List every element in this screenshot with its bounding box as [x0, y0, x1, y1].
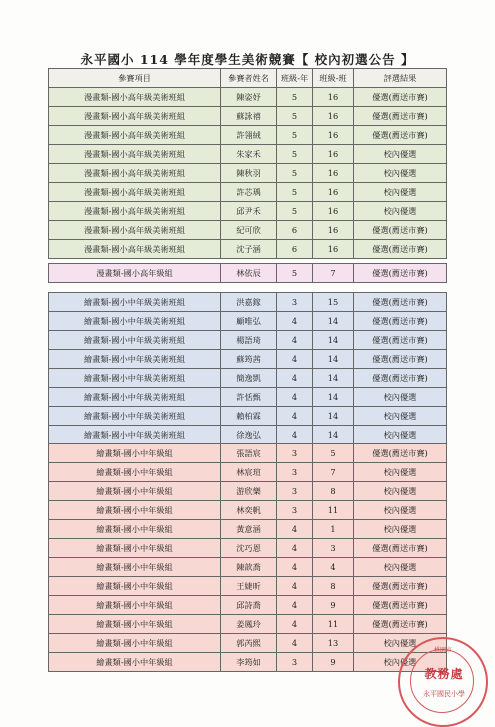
cell-class: 8: [313, 482, 354, 501]
cell-result: 優選(薦送市賽): [354, 240, 447, 259]
header-class: 班級-班: [313, 69, 354, 88]
cell-result: 校內優選: [354, 164, 447, 183]
cell-item: 繪畫類-國小中年級美術班組: [49, 293, 221, 312]
table-row: [49, 388, 447, 407]
cell-result: 校內優選: [354, 634, 447, 653]
cell-class: 16: [313, 107, 354, 126]
cell-item: 漫畫類-國小高年級美術班組: [49, 240, 221, 259]
cell-grade: 6: [277, 240, 313, 259]
cell-result: 優選(薦送市賽): [354, 221, 447, 240]
cell-class: 1: [313, 520, 354, 539]
cell-item: 漫畫類-國小高年級美術班組: [49, 107, 221, 126]
cell-name: 沈巧恩: [221, 539, 277, 558]
cell-name: 李筠如: [221, 653, 277, 672]
cell-name: 林依辰: [221, 264, 277, 283]
cell-item: 繪畫類-國小中年級組: [49, 558, 221, 577]
stamp-upper-text: 桃園市: [433, 647, 452, 654]
stamp-text: 教務處: [424, 667, 464, 681]
cell-result: 校內優選: [354, 388, 447, 407]
cell-item: 漫畫類-國小高年級組: [49, 264, 221, 283]
cell-result: 校內優選: [354, 482, 447, 501]
cell-item: 繪畫類-國小中年級美術班組: [49, 331, 221, 350]
cell-item: 繪畫類-國小中年級美術班組: [49, 407, 221, 426]
cell-item: 繪畫類-國小中年級美術班組: [49, 369, 221, 388]
cell-result: 優選(薦送市賽): [354, 88, 447, 107]
cell-result: 校內優選: [354, 426, 447, 445]
table-row: [49, 426, 447, 445]
cell-grade: 4: [277, 615, 313, 634]
cell-grade: 3: [277, 653, 313, 672]
cell-grade: 4: [277, 577, 313, 596]
results-table-painting-general: [48, 443, 447, 672]
cell-class: 7: [313, 264, 354, 283]
table-row: [49, 558, 447, 577]
cell-result: 校內優選: [354, 407, 447, 426]
cell-name: 洪嘉鎵: [221, 293, 277, 312]
cell-result: 優選(薦送市賽): [354, 369, 447, 388]
table-row: [49, 264, 447, 283]
header-result: 評選結果: [354, 69, 447, 88]
cell-grade: 4: [277, 331, 313, 350]
cell-item: 繪畫類-國小中年級組: [49, 501, 221, 520]
cell-grade: 4: [277, 350, 313, 369]
table-row: [49, 615, 447, 634]
cell-item: 繪畫類-國小中年級組: [49, 520, 221, 539]
cell-name: 徐逸弘: [221, 426, 277, 445]
cell-class: 16: [313, 126, 354, 145]
cell-item: 漫畫類-國小高年級美術班組: [49, 164, 221, 183]
table-row: [49, 312, 447, 331]
cell-grade: 3: [277, 293, 313, 312]
cell-name: 許芯瑀: [221, 183, 277, 202]
table-header-row: [49, 69, 447, 88]
cell-result: 校內優選: [354, 653, 447, 672]
cell-class: 14: [313, 312, 354, 331]
cell-name: 張語宸: [221, 444, 277, 463]
cell-name: 陳姿妤: [221, 88, 277, 107]
cell-item: 漫畫類-國小高年級美術班組: [49, 221, 221, 240]
results-table-comic-general: [48, 263, 447, 283]
cell-class: 16: [313, 202, 354, 221]
cell-grade: 4: [277, 388, 313, 407]
cell-grade: 5: [277, 88, 313, 107]
cell-name: 林奕帆: [221, 501, 277, 520]
table-row: [49, 183, 447, 202]
cell-name: 陳歆喬: [221, 558, 277, 577]
cell-class: 11: [313, 615, 354, 634]
cell-grade: 5: [277, 126, 313, 145]
cell-grade: 5: [277, 183, 313, 202]
cell-name: 邱詩喬: [221, 596, 277, 615]
cell-name: 蘇詠禧: [221, 107, 277, 126]
table-row: [49, 444, 447, 463]
cell-grade: 5: [277, 202, 313, 221]
cell-name: 姜鳳玲: [221, 615, 277, 634]
cell-result: 校內優選: [354, 202, 447, 221]
cell-class: 14: [313, 369, 354, 388]
cell-result: 優選(薦送市賽): [354, 444, 447, 463]
table-row: [49, 293, 447, 312]
cell-name: 游欣樂: [221, 482, 277, 501]
table-row: [49, 501, 447, 520]
cell-name: 紀可欣: [221, 221, 277, 240]
cell-name: 黃意涵: [221, 520, 277, 539]
cell-class: 9: [313, 653, 354, 672]
cell-grade: 5: [277, 264, 313, 283]
cell-class: 14: [313, 331, 354, 350]
cell-class: 14: [313, 350, 354, 369]
table-row: [49, 145, 447, 164]
cell-class: 14: [313, 388, 354, 407]
table-row: [49, 369, 447, 388]
cell-result: 校內優選: [354, 145, 447, 164]
cell-grade: 5: [277, 107, 313, 126]
cell-class: 16: [313, 164, 354, 183]
cell-name: 許恬甄: [221, 388, 277, 407]
cell-class: 3: [313, 539, 354, 558]
cell-result: 優選(薦送市賽): [354, 539, 447, 558]
cell-result: 校內優選: [354, 558, 447, 577]
table-row: [49, 596, 447, 615]
cell-class: 16: [313, 145, 354, 164]
table-row: [49, 221, 447, 240]
cell-name: 林宸瑄: [221, 463, 277, 482]
cell-class: 14: [313, 426, 354, 445]
cell-result: 優選(薦送市賽): [354, 331, 447, 350]
table-row: [49, 107, 447, 126]
table-row: [49, 202, 447, 221]
cell-name: 蘇筠茜: [221, 350, 277, 369]
cell-result: 校內優選: [354, 463, 447, 482]
table-row: [49, 482, 447, 501]
cell-name: 楊語琦: [221, 331, 277, 350]
table-row: [49, 331, 447, 350]
cell-name: 陳秋羽: [221, 164, 277, 183]
page-title: 永平國小 114 學年度學生美術競賽【 校內初選公告 】: [80, 52, 415, 67]
cell-item: 繪畫類-國小中年級美術班組: [49, 426, 221, 445]
cell-item: 漫畫類-國小高年級美術班組: [49, 145, 221, 164]
cell-item: 繪畫類-國小中年級組: [49, 634, 221, 653]
cell-item: 繪畫類-國小中年級美術班組: [49, 350, 221, 369]
cell-class: 14: [313, 407, 354, 426]
table-row: [49, 164, 447, 183]
results-table-painting-art-class: [48, 292, 447, 445]
cell-grade: 3: [277, 501, 313, 520]
cell-item: 漫畫類-國小高年級美術班組: [49, 183, 221, 202]
cell-name: 賴柏霖: [221, 407, 277, 426]
cell-grade: 4: [277, 407, 313, 426]
cell-result: 優選(薦送市賽): [354, 264, 447, 283]
header-name: 參賽者姓名: [221, 69, 277, 88]
table-row: [49, 350, 447, 369]
cell-grade: 4: [277, 312, 313, 331]
cell-result: 校內優選: [354, 520, 447, 539]
cell-result: 優選(薦送市賽): [354, 126, 447, 145]
table-row: [49, 407, 447, 426]
cell-grade: 6: [277, 221, 313, 240]
cell-result: 優選(薦送市賽): [354, 350, 447, 369]
cell-class: 16: [313, 88, 354, 107]
table-row: [49, 126, 447, 145]
cell-class: 5: [313, 444, 354, 463]
cell-item: 繪畫類-國小中年級組: [49, 539, 221, 558]
cell-item: 繪畫類-國小中年級組: [49, 444, 221, 463]
table-row: [49, 577, 447, 596]
office-seal-stamp: [398, 637, 488, 727]
results-table-comic-art-class: [48, 68, 447, 259]
cell-item: 繪畫類-國小中年級組: [49, 577, 221, 596]
table-row: [49, 463, 447, 482]
table-row: [49, 520, 447, 539]
cell-grade: 3: [277, 482, 313, 501]
table-row: [49, 88, 447, 107]
cell-result: 優選(薦送市賽): [354, 596, 447, 615]
cell-name: 沈子涵: [221, 240, 277, 259]
cell-result: 優選(薦送市賽): [354, 293, 447, 312]
cell-result: 優選(薦送市賽): [354, 312, 447, 331]
cell-class: 4: [313, 558, 354, 577]
table-row: [49, 653, 447, 672]
cell-class: 9: [313, 596, 354, 615]
cell-item: 繪畫類-國小中年級美術班組: [49, 388, 221, 407]
cell-item: 繪畫類-國小中年級組: [49, 482, 221, 501]
cell-grade: 4: [277, 596, 313, 615]
cell-class: 16: [313, 240, 354, 259]
cell-name: 王婕昕: [221, 577, 277, 596]
cell-grade: 4: [277, 369, 313, 388]
cell-result: 優選(薦送市賽): [354, 615, 447, 634]
cell-class: 7: [313, 463, 354, 482]
cell-grade: 4: [277, 634, 313, 653]
header-grade: 班級-年: [277, 69, 313, 88]
cell-grade: 4: [277, 520, 313, 539]
cell-name: 邱尹禾: [221, 202, 277, 221]
cell-result: 校內優選: [354, 183, 447, 202]
cell-grade: 5: [277, 145, 313, 164]
cell-result: 優選(薦送市賽): [354, 107, 447, 126]
cell-result: 優選(薦送市賽): [354, 577, 447, 596]
cell-result: 校內優選: [354, 501, 447, 520]
cell-class: 11: [313, 501, 354, 520]
cell-item: 繪畫類-國小中年級組: [49, 596, 221, 615]
cell-name: 郭芮熙: [221, 634, 277, 653]
cell-class: 16: [313, 221, 354, 240]
header-item: 參賽項目: [49, 69, 221, 88]
cell-grade: 4: [277, 426, 313, 445]
cell-name: 朱家禾: [221, 145, 277, 164]
cell-grade: 4: [277, 539, 313, 558]
cell-item: 繪畫類-國小中年級美術班組: [49, 312, 221, 331]
stamp-lower-text: 永平國民小學: [423, 690, 465, 698]
cell-grade: 5: [277, 164, 313, 183]
cell-item: 繪畫類-國小中年級組: [49, 615, 221, 634]
table-row: [49, 240, 447, 259]
cell-item: 漫畫類-國小高年級美術班組: [49, 202, 221, 221]
cell-item: 繪畫類-國小中年級組: [49, 463, 221, 482]
cell-class: 16: [313, 183, 354, 202]
cell-item: 漫畫類-國小高年級美術班組: [49, 88, 221, 107]
cell-class: 15: [313, 293, 354, 312]
cell-grade: 4: [277, 558, 313, 577]
cell-grade: 3: [277, 444, 313, 463]
cell-item: 漫畫類-國小高年級美術班組: [49, 126, 221, 145]
cell-name: 許翎絨: [221, 126, 277, 145]
cell-grade: 3: [277, 463, 313, 482]
cell-class: 8: [313, 577, 354, 596]
table-row: [49, 634, 447, 653]
cell-item: 繪畫類-國小中年級組: [49, 653, 221, 672]
table-row: [49, 539, 447, 558]
cell-name: 顧唯弘: [221, 312, 277, 331]
cell-class: 13: [313, 634, 354, 653]
cell-name: 簡逸凱: [221, 369, 277, 388]
